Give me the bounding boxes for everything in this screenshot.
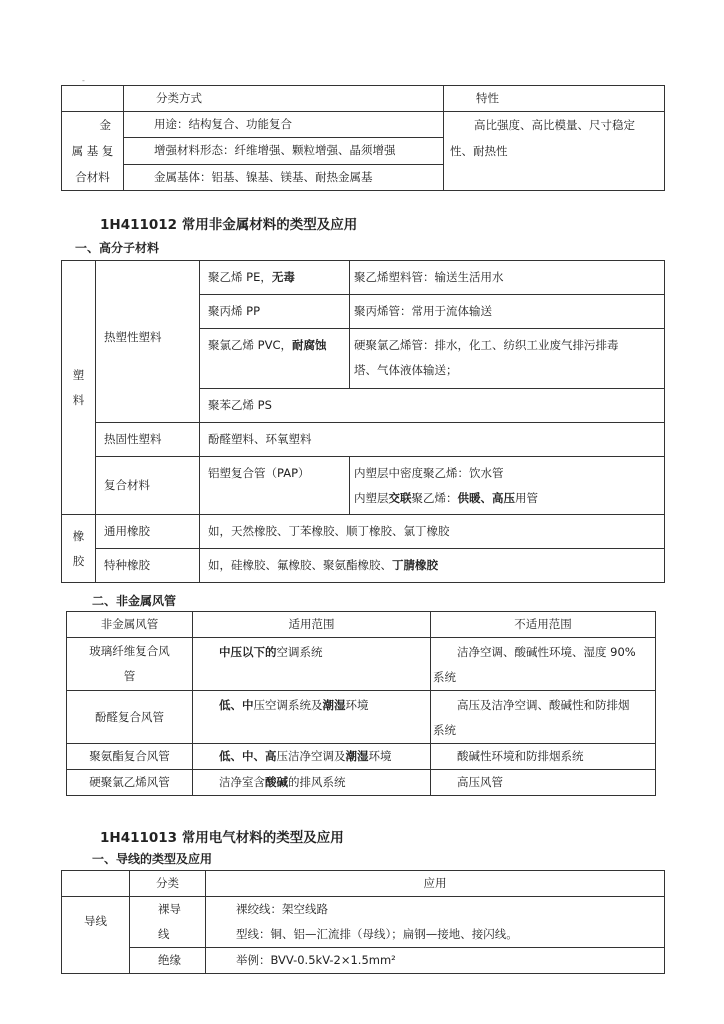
pap-cell: 铝塑复合管（PAP）: [200, 457, 350, 515]
duct-fiberglass-not-range: 洁净空调、酸碱性环境、湿度 90% 系统: [431, 638, 656, 691]
section-title-nonmetal: 1H411012 常用非金属材料的类型及应用: [100, 217, 358, 233]
property-text: 高比强度、高比模量、尺寸稳定 性、耐热性: [444, 112, 665, 191]
special-rubber-value: 如，硅橡胶、氟橡胶、聚氨酯橡胶、丁腈橡胶: [200, 549, 665, 583]
wire-header-application: 应用: [206, 871, 665, 897]
pe-usage: 聚乙烯塑料管：输送生活用水: [350, 261, 665, 295]
duct-header-name: 非金属风管: [67, 612, 193, 638]
pap-usage: 内塑层中密度聚乙烯：饮水管 内塑层交联聚乙烯：供暖、高压用管: [350, 457, 665, 515]
duct-pvc-name: 硬聚氯乙烯风管: [67, 770, 193, 796]
duct-phenolic-not-range: 高压及洁净空调、酸碱性和防排烟 系统: [431, 691, 656, 744]
duct-pvc-range: 洁净室含酸碱的排风系统: [193, 770, 431, 796]
duct-pu-range: 低、中、高压洁净空调及潮湿环境: [193, 744, 431, 770]
duct-fiberglass-range: 中压以下的空调系统: [193, 638, 431, 691]
duct-fiberglass-name: 玻璃纤维复合风 管: [67, 638, 193, 691]
thermoset-label: 热固性塑料: [96, 423, 200, 457]
duct-table: [66, 611, 656, 796]
ps-cell: 聚苯乙烯 PS: [200, 389, 665, 423]
duct-pu-name: 聚氨酯复合风管: [67, 744, 193, 770]
general-rubber-value: 如，天然橡胶、丁苯橡胶、顺丁橡胶、氯丁橡胶: [200, 515, 665, 549]
rubber-label: 橡 胶: [62, 515, 96, 583]
header-empty: [62, 86, 124, 112]
duct-header-range: 适用范围: [193, 612, 431, 638]
classification-reinforcement: 增强材料形态：纤维增强、颗粒增强、晶须增强: [124, 138, 444, 164]
pe-cell: 聚乙烯 PE，无毒: [200, 261, 350, 295]
wire-table: [61, 870, 665, 974]
wire-label: 导线: [62, 897, 130, 974]
plastic-label: 塑 料: [62, 261, 96, 515]
pp-cell: 聚丙烯 PP: [200, 295, 350, 329]
header-classification: 分类方式: [124, 86, 444, 112]
bare-wire-usage: 裸绞线：架空线路 型线：铜、铝—汇流排（母线）；扁钢—接地、接闪线。: [206, 897, 665, 948]
bare-wire-label: 裸导 线: [130, 897, 206, 948]
section-title-electrical: 1H411013 常用电气材料的类型及应用: [100, 830, 344, 846]
insulated-wire-label: 绝缘: [130, 948, 206, 974]
metal-composite-table: [61, 85, 665, 191]
metal-composite-label: 金 属 基 复 合材料: [62, 112, 124, 191]
wire-header-category: 分类: [130, 871, 206, 897]
composite-label: 复合材料: [96, 457, 200, 515]
thermoplastic-label: 热塑性塑料: [96, 261, 200, 423]
subsection-wire: 一、导线的类型及应用: [92, 852, 213, 866]
duct-phenolic-name: 酚醛复合风管: [67, 691, 193, 744]
special-rubber-label: 特种橡胶: [96, 549, 200, 583]
subsection-polymer: 一、高分子材料: [75, 241, 160, 255]
duct-header-not-range: 不适用范围: [431, 612, 656, 638]
duct-phenolic-range: 低、中压空调系统及潮湿环境: [193, 691, 431, 744]
subsection-duct: 二、非金属风管: [92, 594, 177, 608]
pvc-usage: 硬聚氯乙烯管：排水，化工、纺织工业废气排污排毒 塔、气体液体输送；: [350, 329, 665, 389]
polymer-table: [61, 260, 665, 583]
pvc-cell: 聚氯乙烯 PVC，耐腐蚀: [200, 329, 350, 389]
thermoset-value: 酚醛塑料、环氧塑料: [200, 423, 665, 457]
classification-usage: 用途：结构复合、功能复合: [124, 112, 444, 138]
pp-usage: 聚丙烯管：常用于流体输送: [350, 295, 665, 329]
general-rubber-label: 通用橡胶: [96, 515, 200, 549]
page-mark: -: [82, 76, 85, 85]
insulated-wire-usage: 举例：BVV-0.5kV-2×1.5mm²: [206, 948, 665, 974]
duct-pvc-not-range: 高压风管: [431, 770, 656, 796]
duct-pu-not-range: 酸碱性环境和防排烟系统: [431, 744, 656, 770]
classification-matrix: 金属基体：铝基、镍基、镁基、耐热金属基: [124, 164, 444, 190]
header-property: 特性: [444, 86, 665, 112]
wire-header-empty: [62, 871, 130, 897]
